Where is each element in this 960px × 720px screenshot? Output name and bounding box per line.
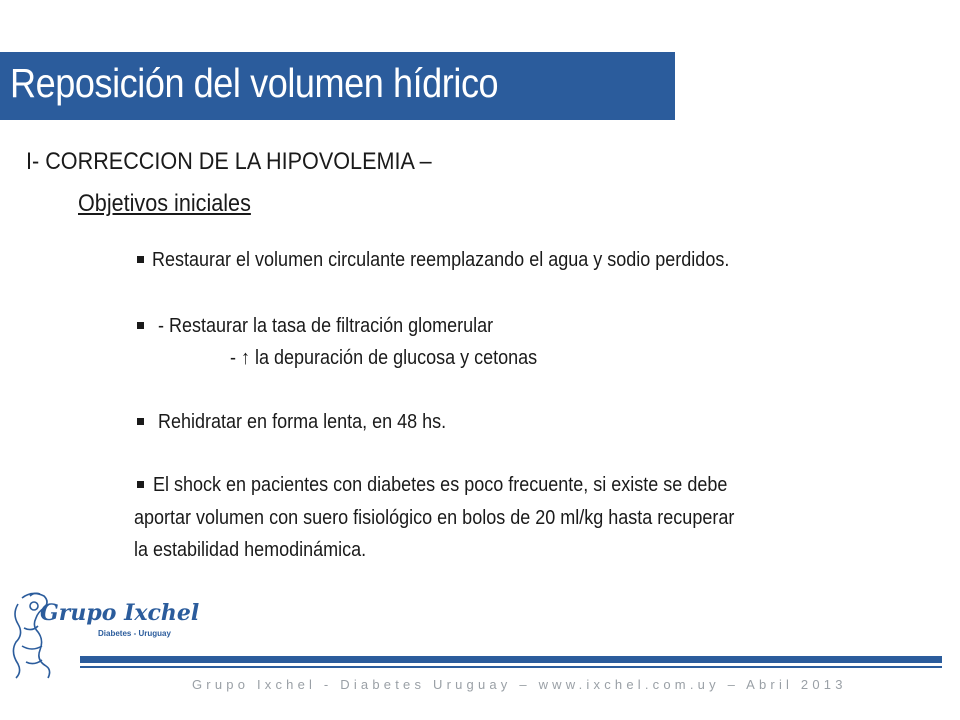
bullet-text-continued: aportar volumen con suero fisiológico en bolos de 20 ml/kg hasta recuperar bbox=[134, 507, 735, 529]
footer-divider bbox=[80, 656, 942, 663]
bullet-text: - Restaurar la tasa de filtración glomerular bbox=[158, 315, 494, 337]
bullet-text: El shock en pacientes con diabetes es poco frecuente, si existe se debe bbox=[153, 474, 728, 496]
bullet-icon bbox=[137, 322, 144, 329]
bullet-text: Restaurar el volumen circulante reemplazando el agua y sodio perdidos. bbox=[152, 249, 730, 271]
bullet-icon bbox=[137, 481, 144, 488]
bullet-text: Rehidratar en forma lenta, en 48 hs. bbox=[158, 411, 447, 433]
section-heading: I- CORRECCION DE LA HIPOVOLEMIA – bbox=[26, 148, 432, 175]
logo-name: Grupo Ixchel bbox=[40, 600, 200, 626]
section-subheading: Objetivos iniciales bbox=[78, 190, 251, 217]
logo-tagline: Diabetes - Uruguay bbox=[98, 629, 171, 638]
footer-text: Grupo Ixchel - Diabetes Uruguay – www.ixchel.com.uy – Abril 2013 bbox=[192, 677, 847, 692]
footer-divider-thin bbox=[80, 666, 942, 668]
bullet-text-continued: la estabilidad hemodinámica. bbox=[134, 539, 367, 561]
bullet-icon bbox=[137, 418, 144, 425]
bullet-icon bbox=[137, 256, 144, 263]
bullet-subtext: - ↑ la depuración de glucosa y cetonas bbox=[230, 347, 538, 369]
slide-title: Reposición del volumen hídrico bbox=[10, 60, 499, 106]
